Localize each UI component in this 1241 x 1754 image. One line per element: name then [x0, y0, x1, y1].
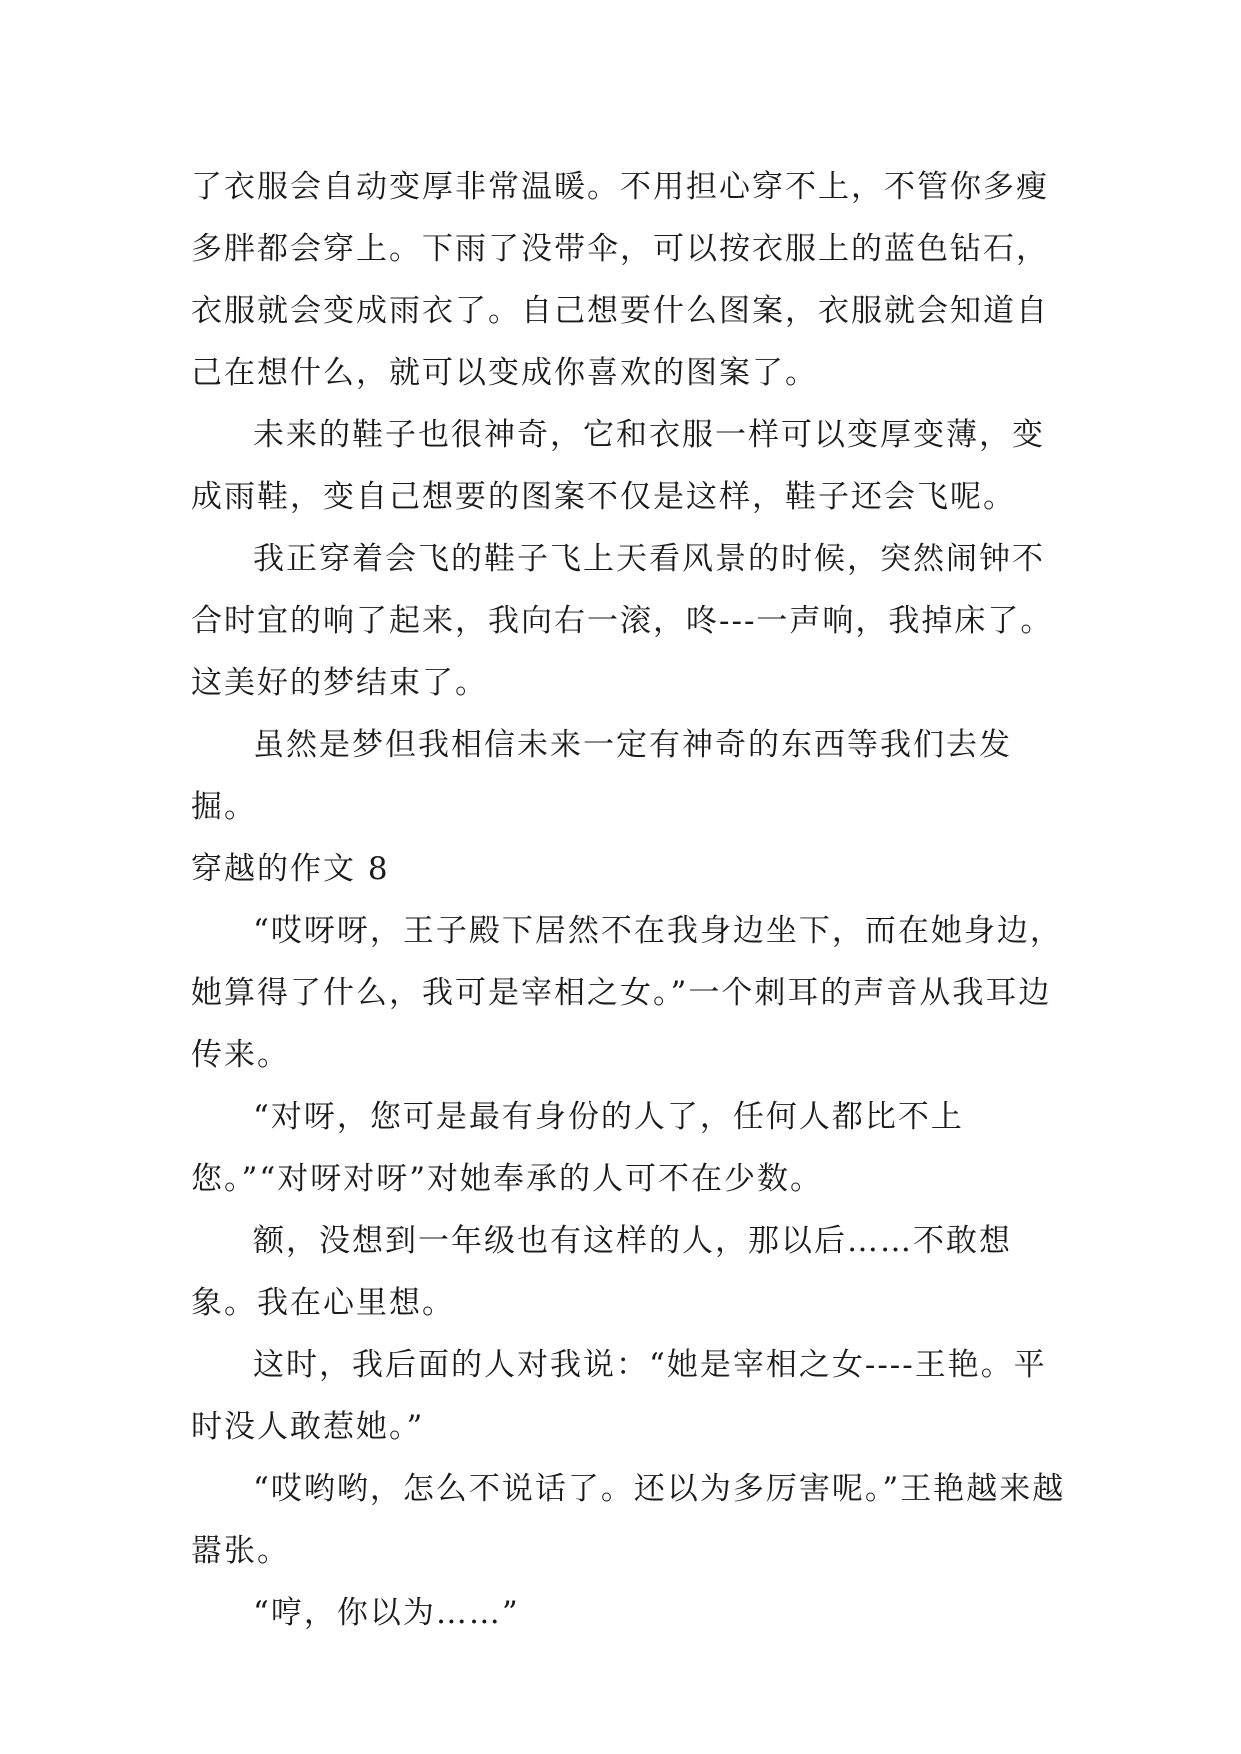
paragraph: “哼，你以为……” [253, 1595, 520, 1631]
paragraph: “哎呀呀，王子殿下居然不在我身边坐下，而在她身边，她算得了什么，我可是宰相之女。”一个刺耳的声音从我耳边传来。 [191, 913, 1063, 1073]
paragraph: 我正穿着会飞的鞋子飞上天看风景的时候，突然闹钟不合时宜的响了起来，我向右一滚，咚---一声响，我掉床了。这美好的梦结束了。 [191, 541, 1054, 701]
paragraph: “哎哟哟，怎么不说话了。还以为多厉害呢。”王艳越来越嚣张。 [191, 1471, 1066, 1569]
paragraph: 这时，我后面的人对我说：“她是宰相之女----王艳。平时没人敢惹她。” [191, 1347, 1047, 1445]
paragraph: 额，没想到一年级也有这样的人，那以后……不敢想象。我在心里想。 [191, 1223, 1012, 1321]
section-heading: 穿越的作文 8 [191, 851, 390, 887]
paragraph: 了衣服会自动变厚非常温暖。不用担心穿不上，不管你多瘦多胖都会穿上。下雨了没带伞，可以按衣服上的蓝色钻石，衣服就会变成雨衣了。自己想要什么图案，衣服就会知道自己在想什么，就可以变成你喜欢的图案了。 [191, 169, 1049, 391]
paragraph: 虽然是梦但我相信未来一定有神奇的东西等我们去发掘。 [191, 727, 1012, 825]
paragraph: “对呀，您可是最有身份的人了，任何人都比不上您。”“对呀对呀”对她奉承的人可不在少数。 [191, 1099, 964, 1197]
document-body [191, 156, 1071, 1644]
paragraph: 未来的鞋子也很神奇，它和衣服一样可以变厚变薄，变成雨鞋，变自己想要的图案不仅是这样，鞋子还会飞呢。 [191, 417, 1045, 515]
